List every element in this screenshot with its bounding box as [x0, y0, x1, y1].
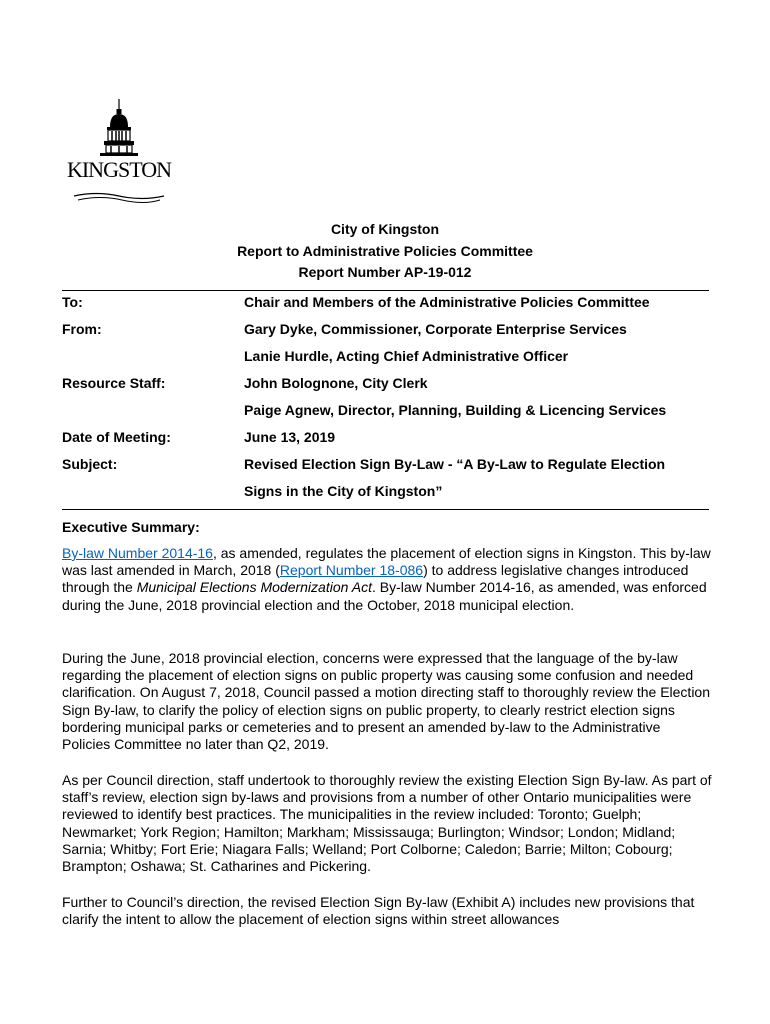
meta-label: Resource Staff: — [62, 375, 166, 391]
meta-value: Gary Dyke, Commissioner, Corporate Enterprise Services — [244, 321, 627, 337]
meta-label: Subject: — [62, 456, 118, 472]
meta-value: Revised Election Sign By-Law - “A By-Law to Regulate Election — [244, 456, 666, 472]
meta-value: John Bolognone, City Clerk — [244, 375, 428, 391]
paragraph-text: . By-law Number 2014-16, as amended, was enforced during the June, 2018 provincial election and the October, 2018 municipal election. — [62, 579, 707, 613]
meta-value: Lanie Hurdle, Acting Chief Administrative Officer — [244, 348, 569, 364]
meta-value: Signs in the City of Kingston” — [244, 483, 443, 499]
report-number: Report Number AP-19-012 — [298, 264, 472, 280]
top-divider — [62, 290, 709, 291]
summary-paragraph-3: As per Council direction, staff undertook to thoroughly review the existing Election Sign By-law. As part of staff’s review, election sign by-laws and provisions from a number of other Ontario municipalities were reviewed to identify best practices. The municipalities in the review included: Toronto; Guelph; Newmarket; York Region; Hamilton; Markham; Mississauga; Burlington; Windsor; London; Midland; Sarnia; Whitby; Fort Erie; Niagara Falls; Welland; Port Colborne; Caledon; Barrie; Milton; Cobourg; Brampton; Oshawa; St. Catharines and Pickering. — [62, 772, 712, 875]
summary-paragraph-4: Further to Council’s direction, the revised Election Sign By-law (Exhibit A) includes new provisions that clarify the intent to allow the placement of election signs within street allowances — [62, 894, 695, 928]
meta-value: Paige Agnew, Director, Planning, Building & Licencing Services — [244, 402, 667, 418]
bylaw-2014-16-link[interactable]: By-law Number 2014-16 — [62, 545, 213, 561]
logo-wave-icon — [66, 189, 172, 203]
report-committee: Report to Administrative Policies Committee — [237, 242, 533, 259]
meta-label: From: — [62, 321, 102, 337]
executive-summary-heading: Executive Summary: — [62, 519, 200, 535]
summary-paragraph-2: During the June, 2018 provincial election, concerns were expressed that the language of the by-law regarding the placement of election signs on public property was causing some confusion and needed clarification. On August 7, 2018, Council passed a motion directing staff to thoroughly review the Election Sign By-law, to clarify the policy of election signs on public property, to clearly restrict election signs bordering municipal parks or cemeteries and to present an amended by-law to the Administrative Policies Committee no later than Q2, 2019. — [62, 650, 710, 753]
city-hall-dome-icon — [66, 97, 172, 159]
paragraph-text: ) to address legislative changes introduced through the — [62, 562, 689, 596]
paragraph-text: , as amended, regulates the placement of election signs in Kingston. This by-law was last amended in March, 2018 ( — [62, 545, 711, 579]
report-header — [0, 219, 770, 284]
meta-value: Chair and Members of the Administrative Policies Committee — [244, 294, 650, 310]
meta-label: To: — [62, 294, 83, 310]
report-city: City of Kingston — [330, 221, 440, 237]
bottom-divider — [62, 509, 709, 510]
summary-paragraph-1 — [62, 545, 712, 614]
logo-wordmark: KINGSTON — [66, 157, 172, 182]
meta-label: Date of Meeting: — [62, 429, 171, 445]
kingston-logo — [66, 97, 172, 209]
act-name: Municipal Elections Modernization Act — [136, 579, 372, 596]
meta-value: June 13, 2019 — [244, 429, 336, 445]
report-18-086-link[interactable]: Report Number 18-086 — [279, 562, 424, 579]
